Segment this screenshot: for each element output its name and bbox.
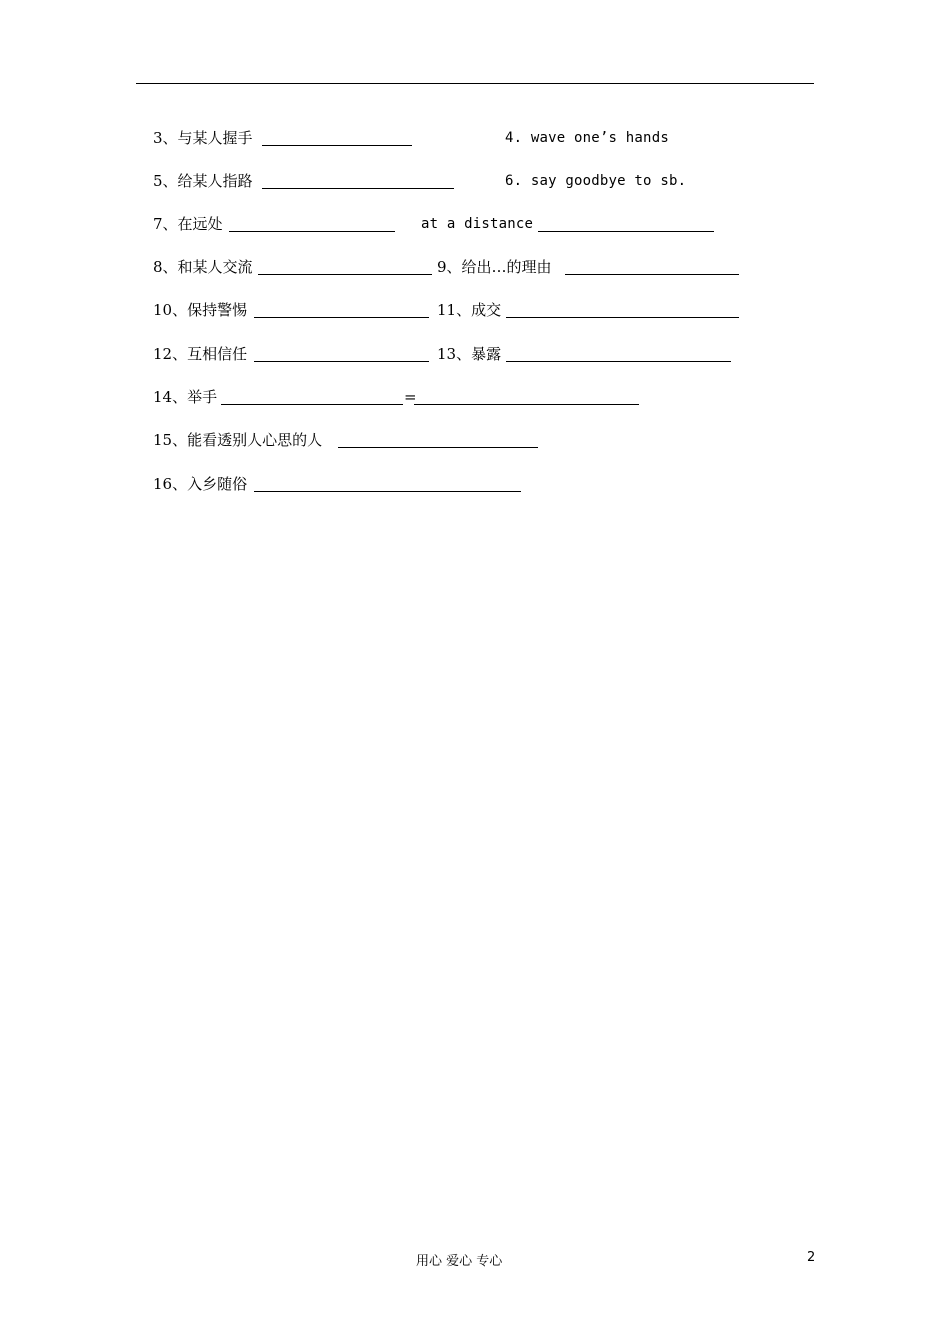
item-label: 5、给某人指路 — [153, 172, 253, 190]
item-label: 16、入乡随俗 — [153, 475, 248, 493]
answer-blank[interactable] — [258, 274, 432, 275]
worksheet-row — [0, 214, 950, 238]
answer-blank[interactable] — [506, 361, 731, 362]
answer-blank[interactable] — [221, 404, 403, 405]
item-label: 3、与某人握手 — [153, 129, 253, 147]
item-label: at a distance — [421, 216, 534, 232]
worksheet-row — [0, 257, 950, 281]
answer-blank[interactable] — [254, 491, 521, 492]
item-label: 15、能看透别人心思的人 — [153, 431, 323, 449]
answer-blank[interactable] — [338, 447, 538, 448]
item-label: 10、保持警惕 — [153, 301, 248, 319]
answer-blank[interactable] — [414, 404, 639, 405]
worksheet-row — [0, 171, 950, 195]
item-label: 14、举手 — [153, 388, 218, 406]
item-label: 7、在远处 — [153, 215, 223, 233]
footer-slogan: 用心 爱心 专心 — [416, 1254, 503, 1269]
worksheet-row — [0, 344, 950, 368]
answer-blank[interactable] — [565, 274, 739, 275]
answer-blank[interactable] — [254, 317, 429, 318]
worksheet-row — [0, 474, 950, 498]
worksheet-row — [0, 300, 950, 324]
answer-blank[interactable] — [262, 188, 454, 189]
item-label: 9、给出…的理由 — [437, 258, 552, 276]
item-label: 12、互相信任 — [153, 345, 248, 363]
item-label: 11、成交 — [437, 301, 502, 319]
worksheet-row — [0, 430, 950, 454]
item-label: = — [404, 388, 417, 406]
answer-blank[interactable] — [254, 361, 429, 362]
worksheet-row — [0, 387, 950, 411]
header-rule — [136, 83, 814, 84]
answer-blank[interactable] — [538, 231, 714, 232]
page-number: 2 — [807, 1250, 816, 1265]
item-label: 8、和某人交流 — [153, 258, 253, 276]
item-label: 6. say goodbye to sb. — [505, 173, 687, 189]
answer-blank[interactable] — [229, 231, 395, 232]
worksheet-row — [0, 128, 950, 152]
item-label: 13、暴露 — [437, 345, 502, 363]
answer-blank[interactable] — [506, 317, 739, 318]
answer-blank[interactable] — [262, 145, 412, 146]
item-label: 4. wave one’s hands — [505, 130, 669, 146]
